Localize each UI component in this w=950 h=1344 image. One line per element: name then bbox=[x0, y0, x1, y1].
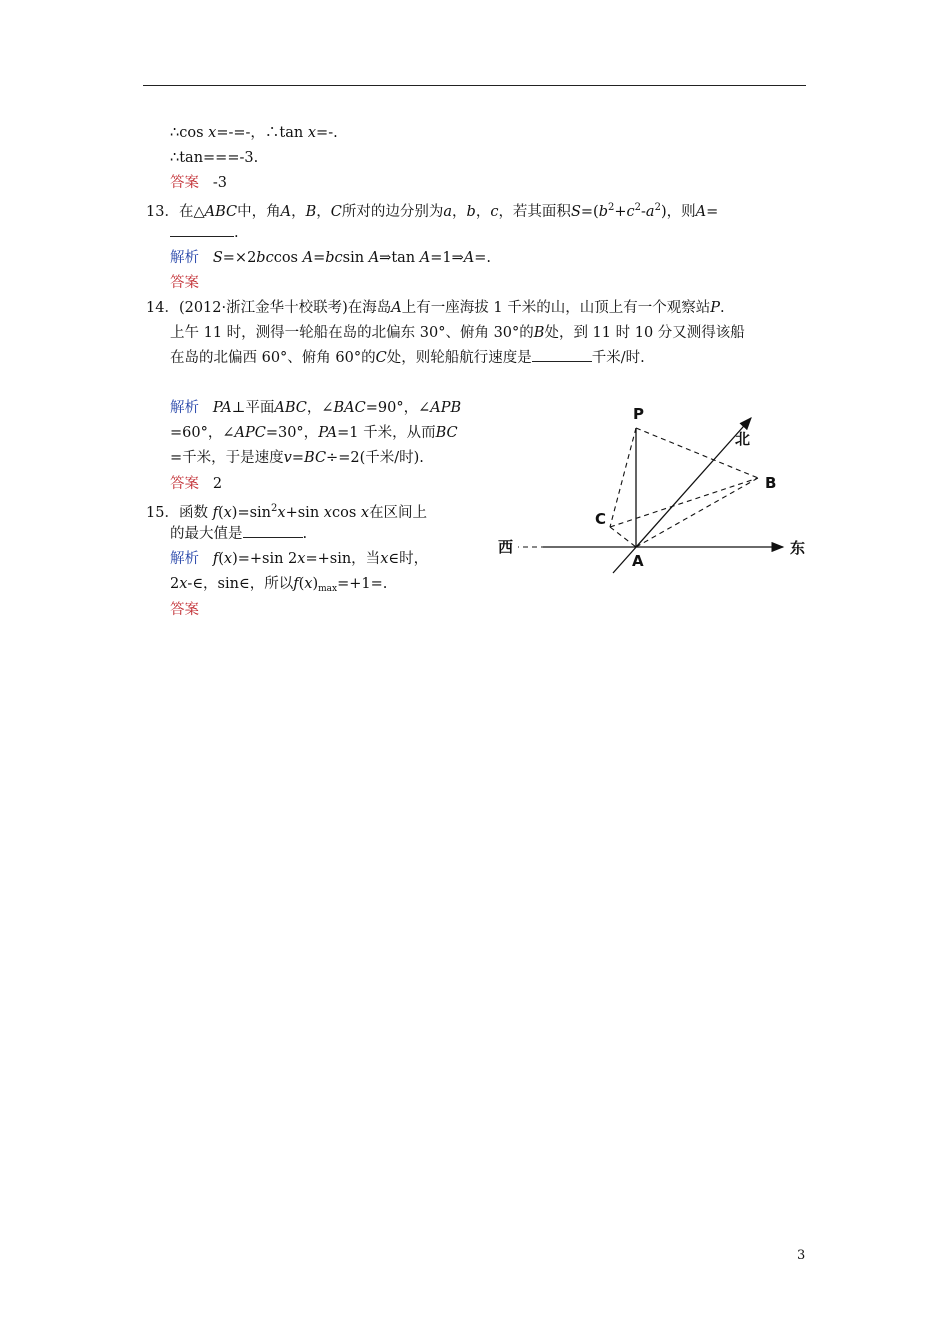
var: A bbox=[302, 250, 314, 266]
var: x bbox=[360, 505, 370, 521]
var: B bbox=[533, 325, 545, 341]
text: =1⇒ bbox=[430, 250, 464, 266]
question-number: 15． bbox=[146, 505, 179, 521]
text: ， bbox=[475, 204, 491, 220]
var: x bbox=[304, 576, 313, 592]
label-b: B bbox=[765, 474, 777, 492]
label-east: 东 bbox=[790, 539, 806, 557]
var: A bbox=[368, 250, 380, 266]
text: = bbox=[706, 204, 719, 220]
var: A bbox=[419, 250, 431, 266]
solution-13 bbox=[170, 248, 491, 268]
text: cos bbox=[331, 505, 361, 521]
solution-label: 解析 bbox=[170, 250, 199, 266]
solution-line-cos-tan bbox=[170, 123, 338, 143]
solution-line-tan-result: ∴tan===-3. bbox=[170, 150, 259, 166]
answer-label: 答案 bbox=[170, 275, 199, 291]
label-west: 西 bbox=[498, 538, 514, 556]
text: =+sin，当 bbox=[305, 551, 381, 567]
question-14-line-1 bbox=[146, 298, 725, 318]
text: 上有一座海拔 1 千米的山，山顶上有一个观察站 bbox=[401, 300, 711, 316]
answer-blank bbox=[170, 224, 234, 237]
answer-12 bbox=[170, 173, 227, 193]
label-north: 北 bbox=[735, 430, 751, 448]
solution-15-line-1 bbox=[170, 549, 428, 569]
text: 在区间上 bbox=[369, 505, 428, 521]
var: x bbox=[223, 505, 232, 521]
segment-ca bbox=[610, 527, 636, 547]
question-13 bbox=[146, 198, 718, 222]
var: f bbox=[293, 576, 299, 592]
var: b bbox=[598, 204, 608, 220]
var: A bbox=[391, 300, 402, 316]
text: ) bbox=[312, 576, 319, 592]
text: ⊥平面 bbox=[231, 400, 275, 416]
solution-14-line-1 bbox=[170, 398, 461, 418]
label-p: P bbox=[633, 405, 644, 423]
answer-14 bbox=[170, 474, 222, 494]
text: =60°，∠ bbox=[170, 425, 235, 441]
question-number: 14． bbox=[146, 300, 179, 316]
text: ( bbox=[217, 505, 224, 521]
text: = bbox=[291, 450, 305, 466]
var: x bbox=[179, 576, 188, 592]
answer-15 bbox=[170, 600, 199, 620]
var: A bbox=[280, 204, 292, 220]
answer-label: 答案 bbox=[170, 476, 199, 492]
page-number: 3 bbox=[797, 1248, 806, 1263]
label-a: A bbox=[632, 552, 644, 570]
text: )，则 bbox=[660, 204, 696, 220]
text: 在岛的北偏西 60°、俯角 60°的 bbox=[170, 350, 376, 366]
text: +sin bbox=[285, 505, 324, 521]
text: ，若其面积 bbox=[498, 204, 571, 220]
var: ABC bbox=[274, 400, 307, 416]
answer-13 bbox=[170, 273, 199, 293]
solution-15-line-2 bbox=[170, 574, 387, 599]
var: a bbox=[645, 204, 655, 220]
question-14-line-3 bbox=[170, 348, 645, 368]
text: 千米/时. bbox=[591, 350, 645, 366]
superscript: 2 bbox=[271, 503, 278, 514]
subscript: max bbox=[318, 584, 338, 594]
text: (2012·浙江金华十校联考)在海岛 bbox=[178, 300, 392, 316]
superscript: 2 bbox=[634, 202, 642, 213]
answer-value: -3 bbox=[212, 175, 227, 191]
var: BC bbox=[435, 425, 458, 441]
text: =-. bbox=[316, 125, 338, 141]
answer-label: 答案 bbox=[170, 175, 199, 191]
text: =90°，∠ bbox=[365, 400, 431, 416]
text: =-=-，∴tan bbox=[216, 125, 308, 141]
var: f bbox=[212, 551, 219, 567]
question-15-line-1 bbox=[146, 499, 427, 523]
text: ， bbox=[291, 204, 306, 220]
text: )=+sin 2 bbox=[232, 551, 298, 567]
question-15-line-2 bbox=[170, 524, 307, 544]
text: 处，到 11 时 10 分又测得该船 bbox=[544, 325, 745, 341]
text: 上午 11 时，测得一轮船在岛的北偏东 30°、俯角 30°的 bbox=[170, 325, 534, 341]
label-c: C bbox=[595, 510, 607, 528]
text: ÷=2(千米/时). bbox=[326, 450, 424, 466]
text: ⇒tan bbox=[379, 250, 420, 266]
text: 的最大值是 bbox=[170, 526, 243, 542]
text: 函数 bbox=[178, 505, 208, 521]
var: A bbox=[463, 250, 475, 266]
text: =30°， bbox=[265, 425, 319, 441]
text: ， bbox=[452, 204, 467, 220]
var: S bbox=[212, 250, 223, 266]
text: 所对的边分别为 bbox=[341, 204, 444, 220]
text: =. bbox=[474, 250, 492, 266]
text: . bbox=[302, 526, 308, 542]
var: BC bbox=[304, 450, 327, 466]
text: ∴cos bbox=[170, 125, 209, 141]
var: PA bbox=[318, 425, 338, 441]
solution-label: 解析 bbox=[170, 400, 199, 416]
var: C bbox=[375, 350, 387, 366]
text: . bbox=[719, 300, 725, 316]
text: =( bbox=[580, 204, 599, 220]
var: A bbox=[695, 204, 707, 220]
answer-label: 答案 bbox=[170, 602, 199, 618]
text: 在△ bbox=[178, 204, 205, 220]
var: x bbox=[297, 551, 306, 567]
solution-label: 解析 bbox=[170, 551, 199, 567]
text: -∈，sin∈，所以 bbox=[187, 576, 294, 592]
text: = bbox=[313, 250, 326, 266]
text: =1 千米，从而 bbox=[337, 425, 436, 441]
var: C bbox=[330, 204, 342, 220]
answer-blank bbox=[532, 349, 592, 362]
solution-14-line-3 bbox=[170, 448, 424, 468]
var: f bbox=[212, 505, 218, 521]
var: APB bbox=[430, 400, 462, 416]
var: ABC bbox=[204, 204, 238, 220]
var: x bbox=[208, 125, 217, 141]
text: ， bbox=[316, 204, 331, 220]
var: x bbox=[307, 125, 317, 141]
text: cos bbox=[273, 250, 303, 266]
superscript: 2 bbox=[654, 202, 661, 213]
var: c bbox=[626, 204, 635, 220]
var: APC bbox=[234, 425, 266, 441]
var: x bbox=[380, 551, 389, 567]
var: x bbox=[223, 551, 233, 567]
question-13-blank-line bbox=[170, 223, 239, 243]
text: sin bbox=[342, 250, 369, 266]
var: PA bbox=[212, 400, 232, 416]
answer-value: 2 bbox=[212, 476, 223, 492]
text: )=sin bbox=[231, 505, 272, 521]
superscript: 2 bbox=[607, 202, 615, 213]
text: 中，角 bbox=[237, 204, 281, 220]
text: + bbox=[614, 204, 627, 220]
text: ∈时， bbox=[388, 551, 429, 567]
text: . bbox=[234, 225, 239, 241]
var: a bbox=[443, 204, 453, 220]
answer-blank bbox=[243, 525, 303, 538]
var: B bbox=[305, 204, 317, 220]
question-number: 13． bbox=[146, 204, 179, 220]
text: ，∠ bbox=[306, 400, 334, 416]
header-rule bbox=[143, 85, 806, 86]
var: x bbox=[277, 505, 286, 521]
text: =千米，于是速度 bbox=[170, 450, 284, 466]
var: v bbox=[283, 450, 292, 466]
segment-pc bbox=[610, 428, 636, 527]
var: BAC bbox=[333, 400, 366, 416]
var: S bbox=[570, 204, 581, 220]
question-14-line-2 bbox=[170, 323, 745, 343]
var: P bbox=[710, 300, 720, 316]
text: ( bbox=[298, 576, 305, 592]
geometry-figure bbox=[493, 400, 813, 585]
text: =+1=. bbox=[337, 576, 388, 592]
north-axis bbox=[613, 418, 751, 573]
text: =×2 bbox=[222, 250, 257, 266]
text: - bbox=[641, 204, 646, 220]
text: 处，则轮船航行速度是 bbox=[386, 350, 532, 366]
var: bc bbox=[325, 250, 343, 266]
var: b bbox=[466, 204, 476, 220]
var: x bbox=[323, 505, 332, 521]
solution-14-line-2 bbox=[170, 423, 458, 443]
var: bc bbox=[256, 250, 274, 266]
text: ( bbox=[218, 551, 224, 567]
text: 2 bbox=[170, 576, 180, 592]
var: c bbox=[490, 204, 499, 220]
